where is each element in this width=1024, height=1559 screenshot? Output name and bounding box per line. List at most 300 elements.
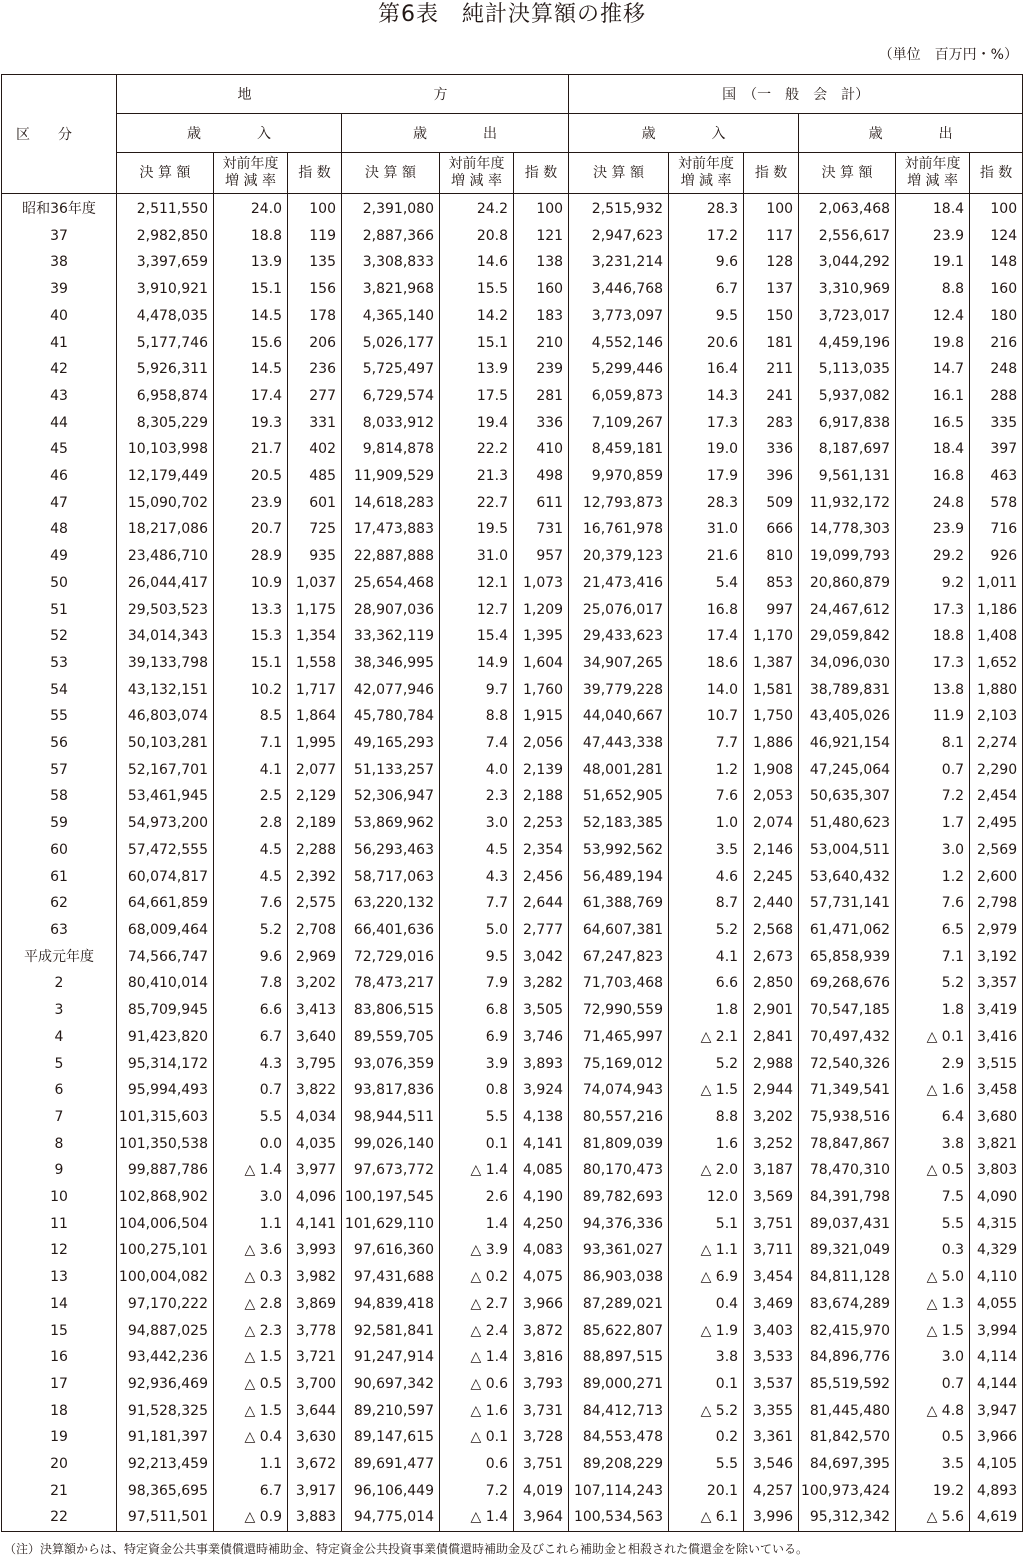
table-row xyxy=(2,677,1023,704)
table-cell: 2,841 xyxy=(744,1024,799,1051)
table-cell: 3,446,768 xyxy=(569,276,669,303)
table-cell: 100 xyxy=(514,194,569,223)
table-cell: 2,850 xyxy=(744,970,799,997)
table-row xyxy=(2,490,1023,517)
table-cell: 53,869,962 xyxy=(342,810,440,837)
table-cell: 5.0 xyxy=(440,917,514,944)
table-cell: 100,534,563 xyxy=(569,1504,669,1531)
table-cell: 210 xyxy=(514,330,569,357)
table-cell: 23.9 xyxy=(896,516,970,543)
table-cell: 2,274 xyxy=(970,730,1023,757)
table-cell: 15.1 xyxy=(440,330,514,357)
table-cell: 12.4 xyxy=(896,303,970,330)
table-cell: 935 xyxy=(288,543,342,570)
table-cell: 1,864 xyxy=(288,703,342,730)
table-cell: 3,977 xyxy=(288,1157,342,1184)
table-cell: 0.5 xyxy=(896,1424,970,1451)
table-cell: 4,075 xyxy=(514,1264,569,1291)
row-label: 6 xyxy=(2,1077,117,1104)
table-cell: 14.7 xyxy=(896,356,970,383)
table-cell: 20,860,879 xyxy=(799,570,896,597)
table-cell: 7.7 xyxy=(669,730,744,757)
table-cell: 124 xyxy=(970,223,1023,250)
table-row xyxy=(2,970,1023,997)
table-cell: 91,247,914 xyxy=(342,1344,440,1371)
table-row xyxy=(2,463,1023,490)
table-cell: 4,365,140 xyxy=(342,303,440,330)
table-cell: 3,537 xyxy=(744,1371,799,1398)
header-local: 地 方 xyxy=(117,75,569,114)
table-cell: 410 xyxy=(514,436,569,463)
table-cell: △ 1.9 xyxy=(669,1318,744,1345)
table-cell: 19.1 xyxy=(896,249,970,276)
table-cell: △ 1.5 xyxy=(214,1398,288,1425)
table-cell: 3,231,214 xyxy=(569,249,669,276)
table-cell: 25,654,468 xyxy=(342,570,440,597)
header-national: 国 （一 般 会 計） xyxy=(569,75,1023,114)
table-cell: 31.0 xyxy=(440,543,514,570)
table-cell: 3,680 xyxy=(970,1104,1023,1131)
table-cell: 0.4 xyxy=(669,1291,744,1318)
header-stub: 区 分 xyxy=(2,75,117,194)
table-cell: 5.2 xyxy=(896,970,970,997)
table-cell: 89,691,477 xyxy=(342,1451,440,1478)
table-cell: 9.6 xyxy=(214,944,288,971)
table-cell: 50,635,307 xyxy=(799,783,896,810)
table-cell: 51,652,905 xyxy=(569,783,669,810)
table-row xyxy=(2,890,1023,917)
table-cell: △ 1.1 xyxy=(669,1237,744,1264)
table-cell: 19.4 xyxy=(440,410,514,437)
table-cell: 3,355 xyxy=(744,1398,799,1425)
table-cell: 67,247,823 xyxy=(569,944,669,971)
table-cell: 49,165,293 xyxy=(342,730,440,757)
table-cell: 9.7 xyxy=(440,677,514,704)
table-cell: 6,729,574 xyxy=(342,383,440,410)
table-cell: 34,096,030 xyxy=(799,650,896,677)
table-cell: 15.1 xyxy=(214,276,288,303)
table-cell: 81,809,039 xyxy=(569,1131,669,1158)
table-cell: 3,397,659 xyxy=(117,249,214,276)
table-cell: 8.8 xyxy=(440,703,514,730)
table-cell: 13.9 xyxy=(440,356,514,383)
row-label: 10 xyxy=(2,1184,117,1211)
table-cell: 2.6 xyxy=(440,1184,514,1211)
table-cell: 104,006,504 xyxy=(117,1211,214,1238)
table-cell: 3,795 xyxy=(288,1051,342,1078)
table-cell: 20.7 xyxy=(214,516,288,543)
table-cell: 2.3 xyxy=(440,783,514,810)
row-label: 9 xyxy=(2,1157,117,1184)
table-cell: 11,909,529 xyxy=(342,463,440,490)
table-cell: 2,354 xyxy=(514,837,569,864)
table-cell: 18.8 xyxy=(896,623,970,650)
table-cell: 15.1 xyxy=(214,650,288,677)
table-cell: 2,568 xyxy=(744,917,799,944)
table-cell: 17.2 xyxy=(669,223,744,250)
table-cell: 91,181,397 xyxy=(117,1424,214,1451)
table-cell: 3,700 xyxy=(288,1371,342,1398)
row-label: 7 xyxy=(2,1104,117,1131)
table-cell: 93,817,836 xyxy=(342,1077,440,1104)
table-cell: 3.0 xyxy=(214,1184,288,1211)
table-cell: 241 xyxy=(744,383,799,410)
table-cell: 5.4 xyxy=(669,570,744,597)
table-cell: 2,454 xyxy=(970,783,1023,810)
table-cell: 4.5 xyxy=(440,837,514,864)
table-cell: 47,245,064 xyxy=(799,757,896,784)
table-cell: 3,454 xyxy=(744,1264,799,1291)
table-cell: 6.6 xyxy=(214,997,288,1024)
table-cell: 101,629,110 xyxy=(342,1211,440,1238)
table-cell: 178 xyxy=(288,303,342,330)
table-cell: 1,395 xyxy=(514,623,569,650)
table-cell: 4,110 xyxy=(970,1264,1023,1291)
table-cell: 183 xyxy=(514,303,569,330)
table-row xyxy=(2,597,1023,624)
table-cell: 7.4 xyxy=(440,730,514,757)
table-cell: 66,401,636 xyxy=(342,917,440,944)
table-cell: 4,329 xyxy=(970,1237,1023,1264)
table-cell: 3,413 xyxy=(288,997,342,1024)
table-cell: 402 xyxy=(288,436,342,463)
table-cell: 80,410,014 xyxy=(117,970,214,997)
table-cell: 6.5 xyxy=(896,917,970,944)
table-cell: 94,887,025 xyxy=(117,1318,214,1345)
table-cell: 1,652 xyxy=(970,650,1023,677)
table-row xyxy=(2,1051,1023,1078)
table-cell: △ 0.2 xyxy=(440,1264,514,1291)
table-cell: 2,798 xyxy=(970,890,1023,917)
table-cell: 1.8 xyxy=(896,997,970,1024)
table-cell: 2,053 xyxy=(744,783,799,810)
table-cell: 148 xyxy=(970,249,1023,276)
table-cell: 725 xyxy=(288,516,342,543)
table-cell: 7.8 xyxy=(214,970,288,997)
table-cell: 13.8 xyxy=(896,677,970,704)
table-cell: 17.5 xyxy=(440,383,514,410)
table-cell: 4,035 xyxy=(288,1131,342,1158)
table-cell: 3,458 xyxy=(970,1077,1023,1104)
row-label: 22 xyxy=(2,1504,117,1531)
table-cell: 20.1 xyxy=(669,1478,744,1505)
row-label: 58 xyxy=(2,783,117,810)
table-cell: 82,415,970 xyxy=(799,1318,896,1345)
table-cell: 0.3 xyxy=(896,1237,970,1264)
table-cell: 1,604 xyxy=(514,650,569,677)
header-national-revenue: 歳 入 xyxy=(569,114,799,153)
header-local-expenditure: 歳 出 xyxy=(342,114,569,153)
table-cell: 2,056 xyxy=(514,730,569,757)
table-cell: 2.9 xyxy=(896,1051,970,1078)
table-row xyxy=(2,330,1023,357)
table-cell: 46,803,074 xyxy=(117,703,214,730)
table-row xyxy=(2,783,1023,810)
table-cell: 236 xyxy=(288,356,342,383)
table-cell: 3,966 xyxy=(514,1291,569,1318)
table-cell: 6,917,838 xyxy=(799,410,896,437)
table-cell: △ 0.1 xyxy=(896,1024,970,1051)
table-cell: 485 xyxy=(288,463,342,490)
table-cell: 2,988 xyxy=(744,1051,799,1078)
table-cell: 4,190 xyxy=(514,1184,569,1211)
table-cell: 2,188 xyxy=(514,783,569,810)
table-cell: 2,189 xyxy=(288,810,342,837)
table-cell: 71,703,468 xyxy=(569,970,669,997)
table-row xyxy=(2,1131,1023,1158)
table-cell: △ 6.1 xyxy=(669,1504,744,1531)
table-cell: 3,310,969 xyxy=(799,276,896,303)
table-cell: 3.8 xyxy=(896,1131,970,1158)
table-cell: 93,361,027 xyxy=(569,1237,669,1264)
row-label: 54 xyxy=(2,677,117,704)
table-cell: 89,210,597 xyxy=(342,1398,440,1425)
table-cell: 4.6 xyxy=(669,864,744,891)
table-cell: 2,074 xyxy=(744,810,799,837)
table-cell: 6.7 xyxy=(669,276,744,303)
table-cell: 3,672 xyxy=(288,1451,342,1478)
table-cell: 0.7 xyxy=(896,757,970,784)
table-cell: 21.3 xyxy=(440,463,514,490)
table-cell: 12.7 xyxy=(440,597,514,624)
table-cell: 3,964 xyxy=(514,1504,569,1531)
table-cell: 2,511,550 xyxy=(117,194,214,223)
table-cell: 288 xyxy=(970,383,1023,410)
row-label: 平成元年度 xyxy=(2,944,117,971)
table-cell: 2,288 xyxy=(288,837,342,864)
table-cell: 3.8 xyxy=(669,1344,744,1371)
table-cell: 4,250 xyxy=(514,1211,569,1238)
table-cell: △ 4.8 xyxy=(896,1398,970,1425)
table-row xyxy=(2,194,1023,223)
table-cell: 17.4 xyxy=(214,383,288,410)
table-cell: 7.1 xyxy=(896,944,970,971)
table-cell: 16.8 xyxy=(896,463,970,490)
row-label: 47 xyxy=(2,490,117,517)
table-cell: 9.5 xyxy=(440,944,514,971)
table-cell: 1.8 xyxy=(669,997,744,1024)
table-row xyxy=(2,864,1023,891)
table-cell: 72,990,559 xyxy=(569,997,669,1024)
table-row xyxy=(2,1291,1023,1318)
table-cell: 810 xyxy=(744,543,799,570)
table-cell: 3,773,097 xyxy=(569,303,669,330)
table-cell: 47,443,338 xyxy=(569,730,669,757)
table-cell: 74,566,747 xyxy=(117,944,214,971)
table-cell: 5.2 xyxy=(214,917,288,944)
table-cell: 92,581,841 xyxy=(342,1318,440,1345)
table-cell: 3,803 xyxy=(970,1157,1023,1184)
table-cell: 160 xyxy=(970,276,1023,303)
table-cell: 57,731,141 xyxy=(799,890,896,917)
table-cell: 16.1 xyxy=(896,383,970,410)
table-cell: 11,932,172 xyxy=(799,490,896,517)
table-cell: 211 xyxy=(744,356,799,383)
table-cell: △ 0.5 xyxy=(896,1157,970,1184)
table-cell: 85,519,592 xyxy=(799,1371,896,1398)
table-cell: 1,073 xyxy=(514,570,569,597)
table-cell: 5,113,035 xyxy=(799,356,896,383)
table-cell: △ 2.3 xyxy=(214,1318,288,1345)
table-cell: 29,059,842 xyxy=(799,623,896,650)
table-row xyxy=(2,944,1023,971)
table-cell: 2,103 xyxy=(970,703,1023,730)
table-cell: 2,901 xyxy=(744,997,799,1024)
table-cell: 9.2 xyxy=(896,570,970,597)
table-cell: 14.6 xyxy=(440,249,514,276)
table-cell: 277 xyxy=(288,383,342,410)
table-cell: 3.0 xyxy=(896,1344,970,1371)
table-cell: 4.3 xyxy=(440,864,514,891)
table-cell: 89,147,615 xyxy=(342,1424,440,1451)
table-cell: 7.2 xyxy=(440,1478,514,1505)
table-cell: 9.6 xyxy=(669,249,744,276)
row-label: 43 xyxy=(2,383,117,410)
table-cell: 4.1 xyxy=(669,944,744,971)
table-cell: 16.4 xyxy=(669,356,744,383)
table-cell: 4,055 xyxy=(970,1291,1023,1318)
table-row xyxy=(2,223,1023,250)
table-cell: 0.2 xyxy=(669,1424,744,1451)
table-cell: 3,630 xyxy=(288,1424,342,1451)
table-cell: 80,557,216 xyxy=(569,1104,669,1131)
table-row xyxy=(2,1424,1023,1451)
table-cell: 2,982,850 xyxy=(117,223,214,250)
table-cell: △ 1.4 xyxy=(440,1157,514,1184)
table-cell: 18.6 xyxy=(669,650,744,677)
table-cell: 853 xyxy=(744,570,799,597)
table-cell: 2,556,617 xyxy=(799,223,896,250)
table-cell: 8,033,912 xyxy=(342,410,440,437)
row-label: 49 xyxy=(2,543,117,570)
row-label: 62 xyxy=(2,890,117,917)
table-cell: 86,903,038 xyxy=(569,1264,669,1291)
table-row xyxy=(2,276,1023,303)
table-cell: 3,993 xyxy=(288,1237,342,1264)
table-cell: 3,308,833 xyxy=(342,249,440,276)
table-cell: 4,315 xyxy=(970,1211,1023,1238)
table-cell: 2,391,080 xyxy=(342,194,440,223)
header-rate: 対前年度 増 減 率 xyxy=(214,153,288,194)
table-cell: 2,456 xyxy=(514,864,569,891)
table-row xyxy=(2,1398,1023,1425)
table-row xyxy=(2,1264,1023,1291)
table-cell: 72,540,326 xyxy=(799,1051,896,1078)
table-cell: 93,076,359 xyxy=(342,1051,440,1078)
table-cell: △ 0.3 xyxy=(214,1264,288,1291)
table-cell: 4,257 xyxy=(744,1478,799,1505)
table-cell: 1,175 xyxy=(288,597,342,624)
table-cell: 1,581 xyxy=(744,677,799,704)
table-cell: 135 xyxy=(288,249,342,276)
table-cell: 2,253 xyxy=(514,810,569,837)
table-cell: 1,387 xyxy=(744,650,799,677)
table-cell: 331 xyxy=(288,410,342,437)
table-cell: 97,511,501 xyxy=(117,1504,214,1531)
table-cell: 28,907,036 xyxy=(342,597,440,624)
table-cell: 2,969 xyxy=(288,944,342,971)
table-cell: 20.8 xyxy=(440,223,514,250)
row-label: 45 xyxy=(2,436,117,463)
table-row xyxy=(2,516,1023,543)
footnote: （注）決算額からは、特定資金公共事業債償還時補助金、特定資金公共投資事業債償還時補助金及びこれら補助金と相殺された償還金を除いている。 xyxy=(4,1542,809,1556)
table-cell: 3,361 xyxy=(744,1424,799,1451)
table-cell: 2,575 xyxy=(288,890,342,917)
row-label: 53 xyxy=(2,650,117,677)
table-row xyxy=(2,1371,1023,1398)
table-cell: 498 xyxy=(514,463,569,490)
table-cell: 20,379,123 xyxy=(569,543,669,570)
row-label: 17 xyxy=(2,1371,117,1398)
row-label: 20 xyxy=(2,1451,117,1478)
table-cell: △ 5.6 xyxy=(896,1504,970,1531)
table-cell: 4.5 xyxy=(214,864,288,891)
row-label: 3 xyxy=(2,997,117,1024)
row-label: 昭和36年度 xyxy=(2,194,117,223)
table-cell: 46,921,154 xyxy=(799,730,896,757)
table-cell: 6,059,873 xyxy=(569,383,669,410)
table-cell: 4.1 xyxy=(214,757,288,784)
table-cell: 335 xyxy=(970,410,1023,437)
table-cell: 24.2 xyxy=(440,194,514,223)
row-label: 55 xyxy=(2,703,117,730)
table-cell: 7.9 xyxy=(440,970,514,997)
table-cell: 3,515 xyxy=(970,1051,1023,1078)
table-cell: 100,004,082 xyxy=(117,1264,214,1291)
table-cell: 24,467,612 xyxy=(799,597,896,624)
table-cell: 8.8 xyxy=(896,276,970,303)
table-cell: 39,133,798 xyxy=(117,650,214,677)
table-cell: 100 xyxy=(970,194,1023,223)
table-cell: △ 1.4 xyxy=(214,1157,288,1184)
table-cell: 239 xyxy=(514,356,569,383)
table-cell: 3,746 xyxy=(514,1024,569,1051)
table-cell: 89,321,049 xyxy=(799,1237,896,1264)
table-cell: 2.5 xyxy=(214,783,288,810)
table-cell: 9.5 xyxy=(669,303,744,330)
table-cell: 1,717 xyxy=(288,677,342,704)
table-cell: 21.7 xyxy=(214,436,288,463)
table-cell: 3,751 xyxy=(514,1451,569,1478)
table-cell: 101,350,538 xyxy=(117,1131,214,1158)
table-cell: △ 1.4 xyxy=(440,1504,514,1531)
table-row xyxy=(2,1318,1023,1345)
table-cell: 1,037 xyxy=(288,570,342,597)
table-cell: 1,209 xyxy=(514,597,569,624)
table-cell: 3,569 xyxy=(744,1184,799,1211)
table-cell: 3,982 xyxy=(288,1264,342,1291)
table-cell: 17.9 xyxy=(669,463,744,490)
table-cell: 0.7 xyxy=(214,1077,288,1104)
table-cell: 1,886 xyxy=(744,730,799,757)
table-cell: 3,505 xyxy=(514,997,569,1024)
table-cell: 70,497,432 xyxy=(799,1024,896,1051)
table-cell: 45,780,784 xyxy=(342,703,440,730)
table-cell: 94,775,014 xyxy=(342,1504,440,1531)
table-cell: 6.4 xyxy=(896,1104,970,1131)
header-amount: 決 算 額 xyxy=(799,153,896,194)
table-cell: 34,907,265 xyxy=(569,650,669,677)
table-row xyxy=(2,837,1023,864)
table-cell: 100,275,101 xyxy=(117,1237,214,1264)
table-cell: 3,917 xyxy=(288,1478,342,1505)
table-cell: 51,133,257 xyxy=(342,757,440,784)
table-cell: 150 xyxy=(744,303,799,330)
table-row xyxy=(2,1024,1023,1051)
table-cell: 93,442,236 xyxy=(117,1344,214,1371)
table-cell: 99,887,786 xyxy=(117,1157,214,1184)
table-cell: 52,183,385 xyxy=(569,810,669,837)
